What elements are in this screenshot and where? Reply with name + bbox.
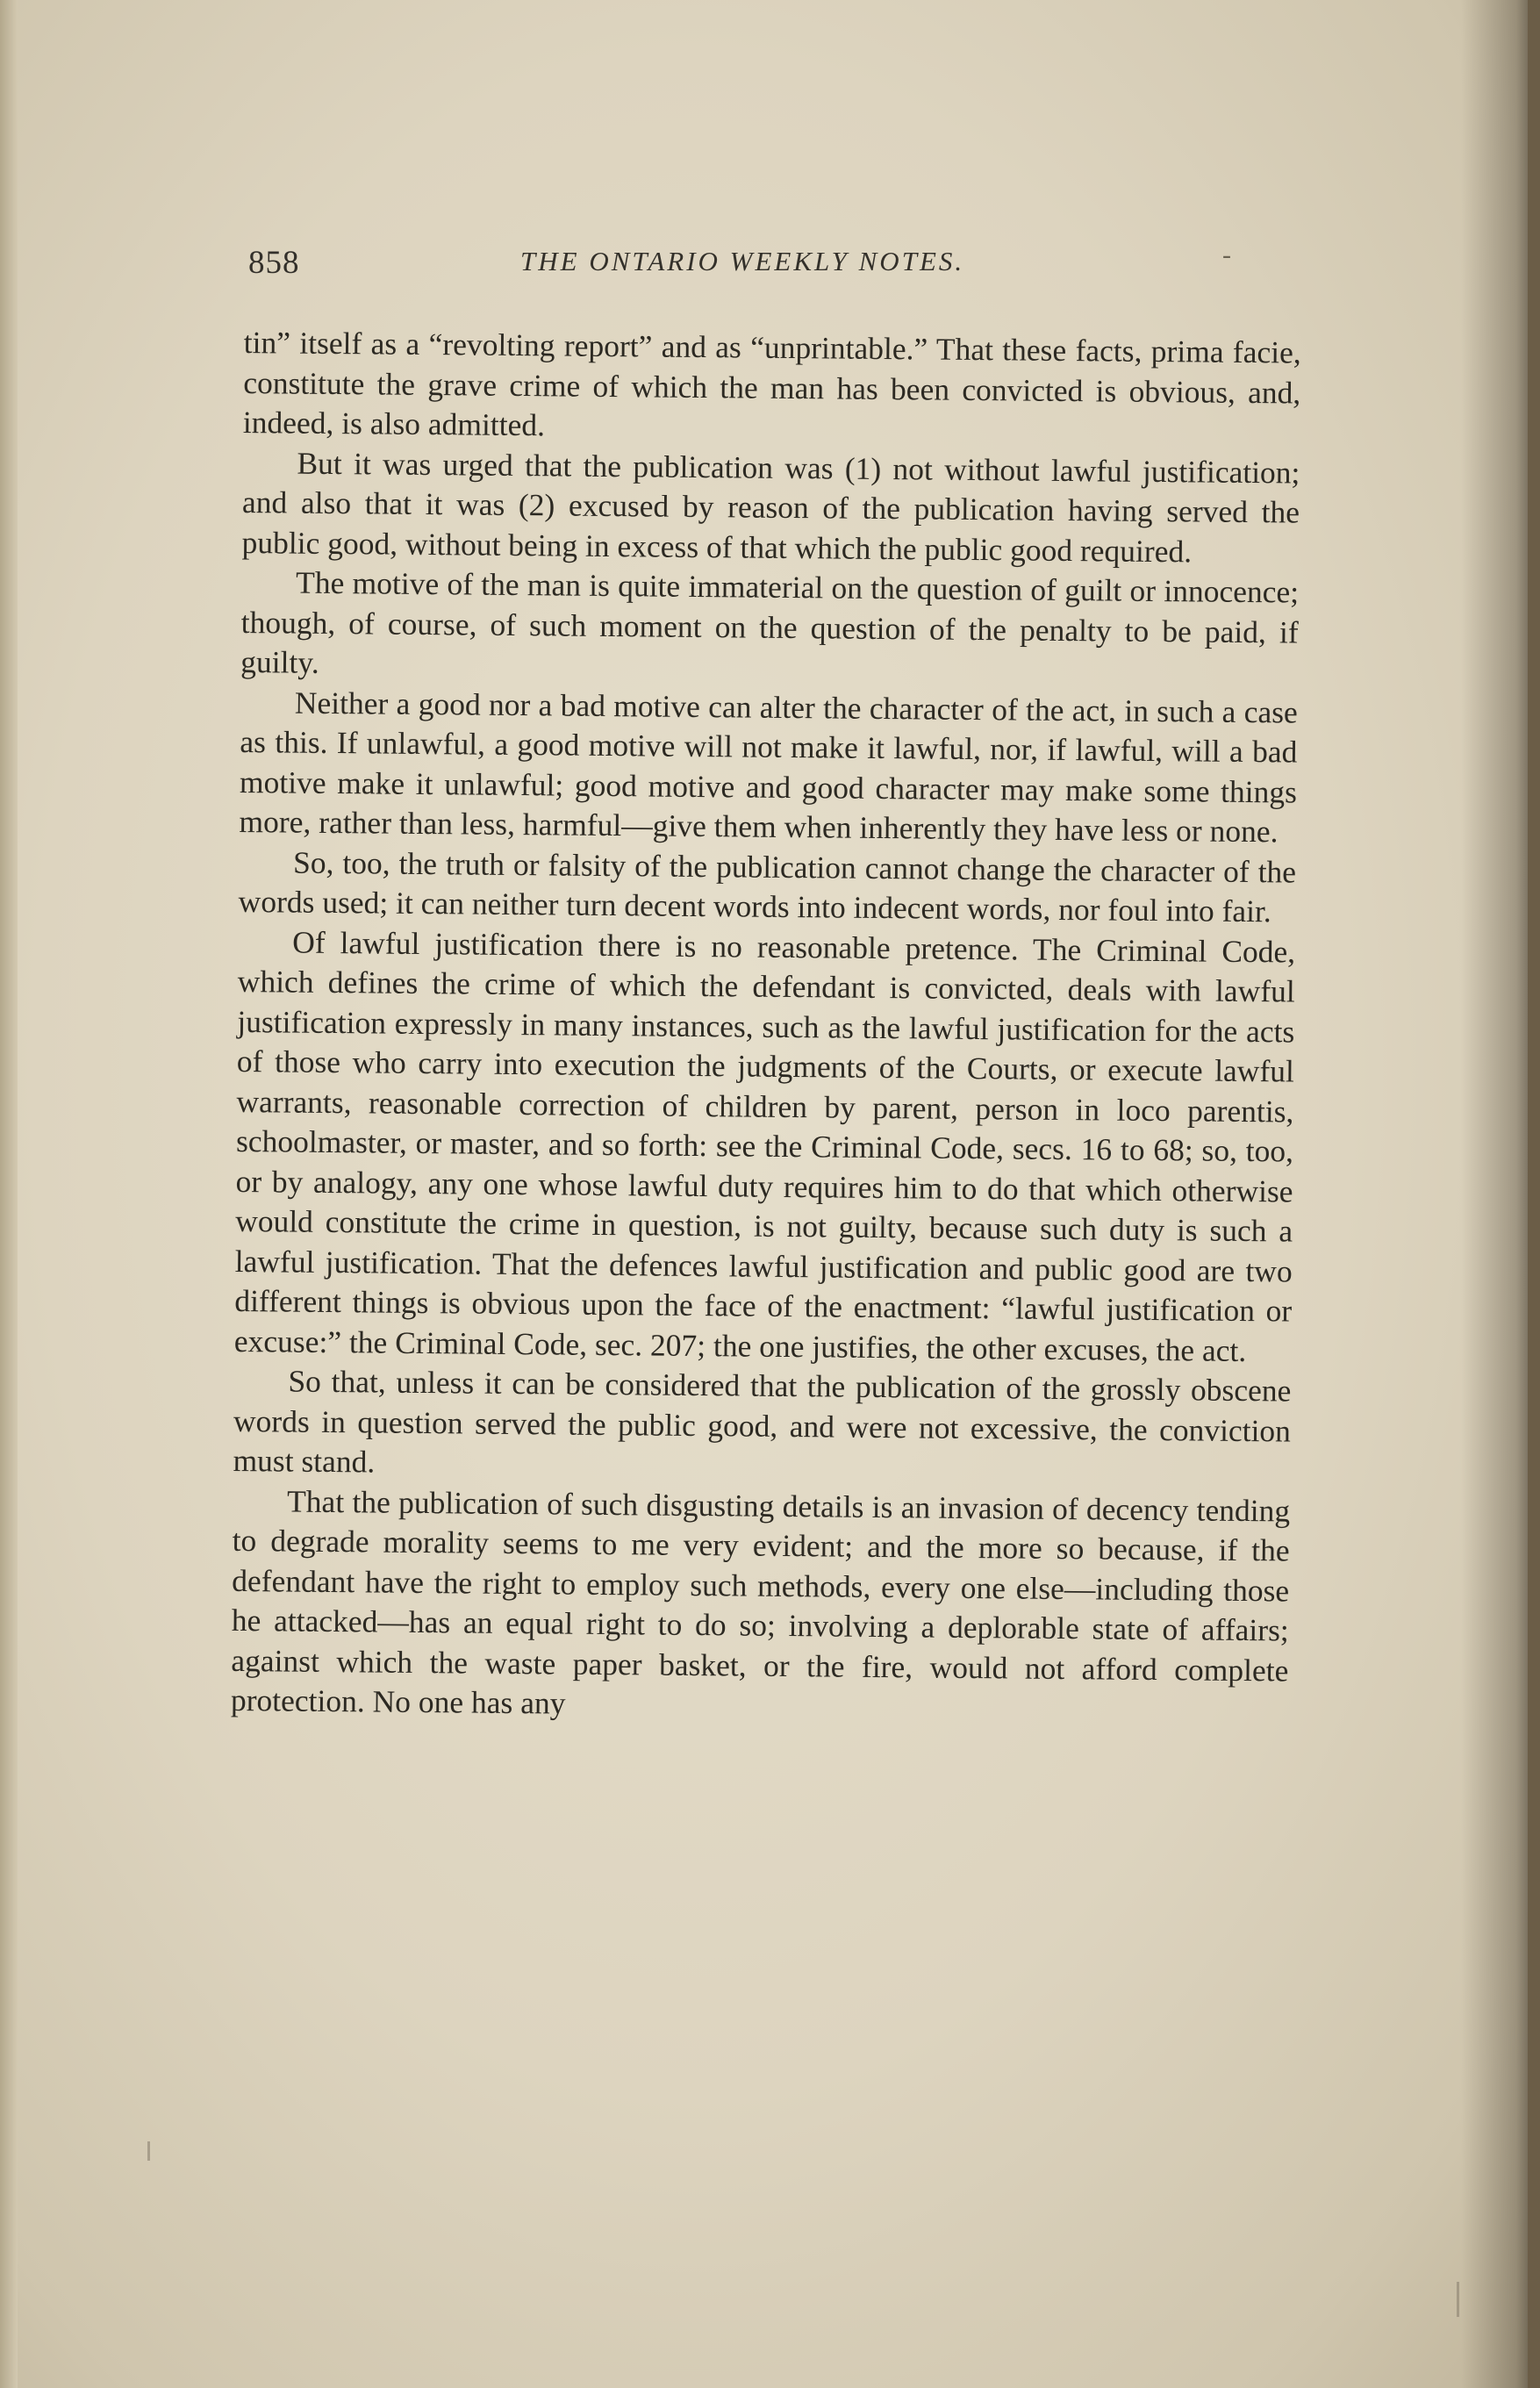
margin-speck [1457, 2282, 1459, 2317]
header-mark: - [1222, 240, 1231, 269]
paragraph: So, too, the truth or falsity of the publication cannot change the character of the words used; it can neither turn decent words into indecent words, nor foul into fair. [238, 844, 1297, 929]
page-left-edge [0, 0, 18, 2388]
running-head [248, 240, 1306, 288]
paragraph: Neither a good nor a bad motive can alter the character of the act, in such a case as this. If unlawful, a good motive will not make it lawful, nor, if lawful, will a bad motive make it unlawful; good motive and good character may make some things more, rather than less, harmful—give them when inherently they have less or none. [239, 685, 1298, 850]
paragraph: But it was urged that the publication was (1) not without lawful justification; and also that it was (2) excused by reason of the publication having served the public good, without being in excess of that which the public good required. [241, 445, 1300, 569]
paragraph: The motive of the man is quite immaterial on the question of guilt or innocence; though, of course, of such moment on the question of the penalty to be paid, if guilty. [240, 564, 1300, 680]
binding-spine [1528, 0, 1540, 2388]
paragraph-continuation: tin” itself as a “revolting report” and as “unprintable.” That these facts, prima facie, constitute the grave crime of which the man has been convicted is obvious, and, indeed, is also admitted. [242, 324, 1301, 443]
margin-speck [147, 2141, 150, 2161]
paragraph: That the publication of such disgusting details is an invasion of decency tending to degrade morality seems to me very evident; and the more so because, if the defendant have the right to employ such methods, every one else—including those he attacked—has an equal right to do so; involving a deplorable state of affairs; against which the waste paper basket, or the fire, would not afford complete protection. No one has any [230, 1483, 1291, 1721]
body-text [231, 323, 1301, 1731]
page-number: 858 [248, 245, 300, 281]
journal-title: THE ONTARIO WEEKLY NOTES. [520, 246, 965, 276]
paragraph: Of lawful justification there is no reasonable pretence. The Criminal Code, which defines the crime of which the defendant is convicted, deals with lawful justification expressly in many instances, such as the lawful justification for the acts of those who carry into execution the judgments of the Courts, or execute lawful warrants, reasonable correction of children by parent, person in loco parentis, schoolmaster, or master, and so forth: see the Criminal Code, secs. 16 to 68; so, too, or by analogy, any one whose lawful duty requires him to do that which otherwise would constitute the crime in question, is not guilty, because such duty is such a lawful justification. That the defences lawful justification and public good are two different things is obvious upon the face of the enactment: “lawful justification or excuse:” the Criminal Code, sec. 207; the one justifies, the other excuses, the act. [233, 924, 1296, 1368]
paragraph: So that, unless it can be considered that the publication of the grossly obscene words in question served the public good, and were not excessive, the conviction must stand. [233, 1363, 1292, 1480]
